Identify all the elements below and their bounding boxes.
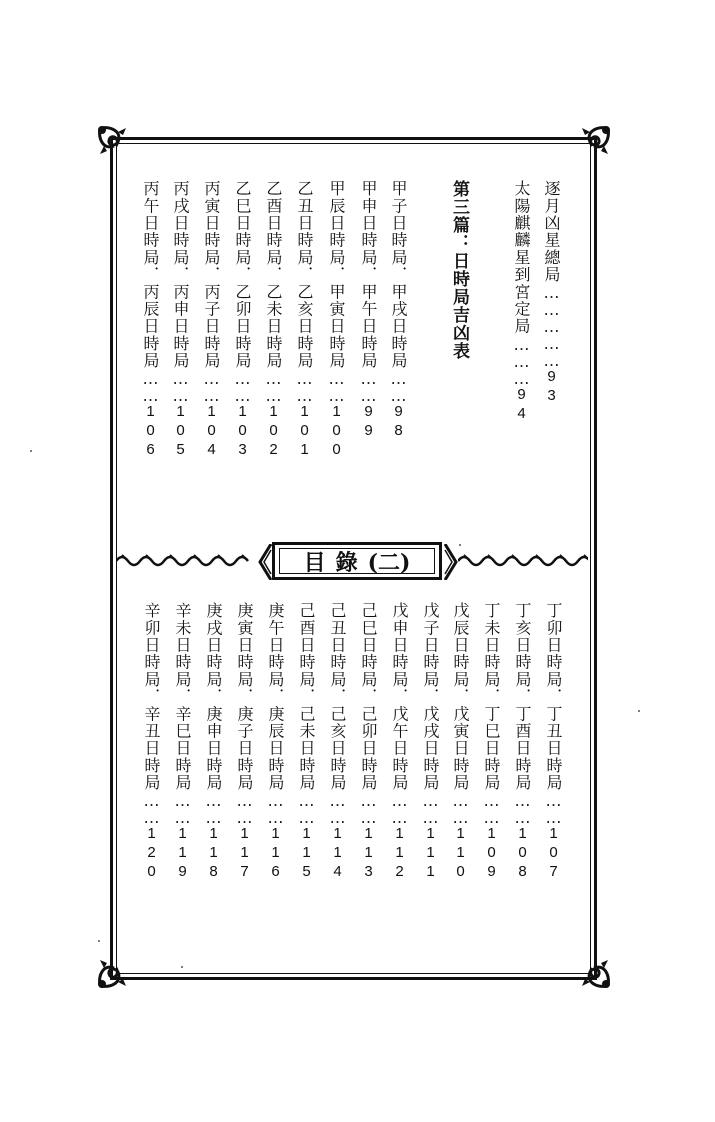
toc-entry <box>172 602 192 882</box>
toc-entry-title: 戊申日時局．戊午日時局 <box>390 602 409 792</box>
toc-leader-dots: …… <box>451 791 470 826</box>
toc-page-number: 111 <box>422 825 439 883</box>
toc-entry-title: 庚寅日時局．庚子日時局 <box>235 602 254 792</box>
toc-leader-dots: …… <box>266 791 285 826</box>
toc-entry <box>543 602 563 882</box>
toc-entry <box>140 180 160 460</box>
toc-page-number: 102 <box>265 403 282 461</box>
toc-entry <box>263 180 283 460</box>
toc-page-number: 112 <box>391 825 408 883</box>
toc-entry-title: 辛卯日時局．辛丑日時局 <box>142 602 161 792</box>
toc-page-number: 107 <box>545 825 562 883</box>
toc-leader-dots: …… <box>142 791 161 826</box>
toc-entry <box>294 180 314 460</box>
toc-leader-dots: …………… <box>542 283 561 369</box>
toc-entry <box>388 180 408 441</box>
banner-frame <box>272 542 442 580</box>
toc-entry-title: 己巳日時局．己卯日時局 <box>359 602 378 792</box>
toc-leader-dots: …… <box>204 791 223 826</box>
vine-ornament-left <box>116 551 254 571</box>
toc-entry <box>358 180 378 441</box>
toc-page-number: 116 <box>267 825 284 883</box>
corner-ornament-icon <box>96 124 142 170</box>
toc-entry-title: 己丑日時局．己亥日時局 <box>328 602 347 792</box>
toc-page-number: 93 <box>543 368 560 407</box>
toc-entry <box>296 602 316 882</box>
toc-leader-dots: …… <box>327 369 346 404</box>
toc-page-number: 105 <box>172 403 189 461</box>
toc-leader-dots: …… <box>141 369 160 404</box>
toc-leader-dots: ……… <box>512 334 531 386</box>
scan-speck <box>638 710 640 712</box>
toc-entry-title: 丙戌日時局．丙申日時局 <box>171 180 190 370</box>
toc-page-number: 99 <box>360 403 377 442</box>
banner-suffix: (二) <box>367 549 411 576</box>
toc-entry-title: 辛未日時局．辛巳日時局 <box>173 602 192 792</box>
toc-page-number: 117 <box>236 825 253 883</box>
toc-leader-dots: …… <box>513 791 532 826</box>
toc-entry-title: 太陽麒麟星到宮定局 <box>512 180 531 335</box>
scan-speck <box>30 450 32 452</box>
toc-entry-title: 丁亥日時局．丁酉日時局 <box>513 602 532 792</box>
toc-entry <box>511 180 531 424</box>
toc-page-number: 108 <box>514 825 531 883</box>
toc-entry <box>326 180 346 460</box>
toc-entry-title: 甲子日時局．甲戌日時局 <box>389 180 408 370</box>
toc-page-number: 120 <box>143 825 160 883</box>
toc-entry <box>420 602 440 882</box>
toc-entry-title: 逐月凶星總局 <box>542 180 561 284</box>
toc-leader-dots: …… <box>390 791 409 826</box>
toc-page-number: 119 <box>174 825 191 883</box>
toc-entry-title: 丁未日時局．丁巳日時局 <box>482 602 501 792</box>
corner-ornament-icon <box>566 124 612 170</box>
toc-entry <box>265 602 285 882</box>
toc-leader-dots: …… <box>544 791 563 826</box>
toc-entry-title: 丁卯日時局．丁丑日時局 <box>544 602 563 792</box>
toc-entry-title: 丙午日時局．丙辰日時局 <box>141 180 160 370</box>
toc-leader-dots: …… <box>295 369 314 404</box>
toc-entry <box>481 602 501 882</box>
toc-page-number: 94 <box>513 385 530 424</box>
toc-leader-dots: …… <box>359 369 378 404</box>
scan-speck <box>459 544 461 546</box>
toc-leader-dots: …… <box>173 791 192 826</box>
toc-entry-title: 乙酉日時局．乙未日時局 <box>264 180 283 370</box>
toc-leader-dots: …… <box>202 369 221 404</box>
section-banner <box>258 540 458 584</box>
corner-ornament-icon <box>96 944 142 990</box>
toc-entry <box>512 602 532 882</box>
banner-title: 目錄 <box>303 549 368 576</box>
toc-entry-title: 戊辰日時局．戊寅日時局 <box>451 602 470 792</box>
toc-page-number: 113 <box>360 825 377 883</box>
scan-speck <box>98 940 100 942</box>
toc-entry-title: 庚戌日時局．庚申日時局 <box>204 602 223 792</box>
toc-leader-dots: …… <box>297 791 316 826</box>
toc-page-number: 109 <box>483 825 500 883</box>
toc-page-number: 106 <box>142 403 159 461</box>
toc-leader-dots: …… <box>482 791 501 826</box>
toc-page-number: 114 <box>329 825 346 883</box>
right-chevron-icon <box>444 544 458 580</box>
toc-entry-title: 乙巳日時局．乙卯日時局 <box>233 180 252 370</box>
toc-page-number: 118 <box>205 825 222 883</box>
toc-leader-dots: …… <box>359 791 378 826</box>
toc-entry-title: 甲申日時局．甲午日時局 <box>359 180 378 370</box>
vine-ornament-right <box>458 551 588 571</box>
banner-inner-frame <box>279 548 435 574</box>
toc-entry <box>203 602 223 882</box>
toc-page-number: 98 <box>390 403 407 442</box>
toc-entry <box>389 602 409 882</box>
toc-page-number: 115 <box>298 825 315 883</box>
toc-entry <box>234 602 254 882</box>
toc-page-number: 110 <box>452 825 469 883</box>
toc-entry <box>327 602 347 882</box>
toc-leader-dots: …… <box>235 791 254 826</box>
toc-entry-title: 丙寅日時局．丙子日時局 <box>202 180 221 370</box>
toc-entry-title: 乙丑日時局．乙亥日時局 <box>295 180 314 370</box>
toc-entry <box>450 602 470 882</box>
toc-entry <box>541 180 561 406</box>
toc-entry-title: 甲辰日時局．甲寅日時局 <box>327 180 346 370</box>
toc-entry <box>232 180 252 460</box>
toc-leader-dots: …… <box>264 369 283 404</box>
toc-entry-title: 庚午日時局．庚辰日時局 <box>266 602 285 792</box>
toc-entry <box>141 602 161 882</box>
toc-entry-title: 己酉日時局．己未日時局 <box>297 602 316 792</box>
toc-entry <box>358 602 378 882</box>
toc-entry-title: 戊子日時局．戊戌日時局 <box>421 602 440 792</box>
chapter-heading: 第三篇：日時局吉凶表 <box>449 180 469 360</box>
toc-leader-dots: …… <box>421 791 440 826</box>
toc-leader-dots: …… <box>389 369 408 404</box>
scan-speck <box>181 966 183 968</box>
toc-page-number: 100 <box>328 403 345 461</box>
left-chevron-icon <box>258 544 272 580</box>
toc-leader-dots: …… <box>328 791 347 826</box>
toc-page-number: 103 <box>234 403 251 461</box>
toc-entry <box>201 180 221 460</box>
toc-page-number: 101 <box>296 403 313 461</box>
toc-leader-dots: …… <box>171 369 190 404</box>
toc-page-number: 104 <box>203 403 220 461</box>
toc-entry <box>170 180 190 460</box>
corner-ornament-icon <box>566 944 612 990</box>
toc-leader-dots: …… <box>233 369 252 404</box>
